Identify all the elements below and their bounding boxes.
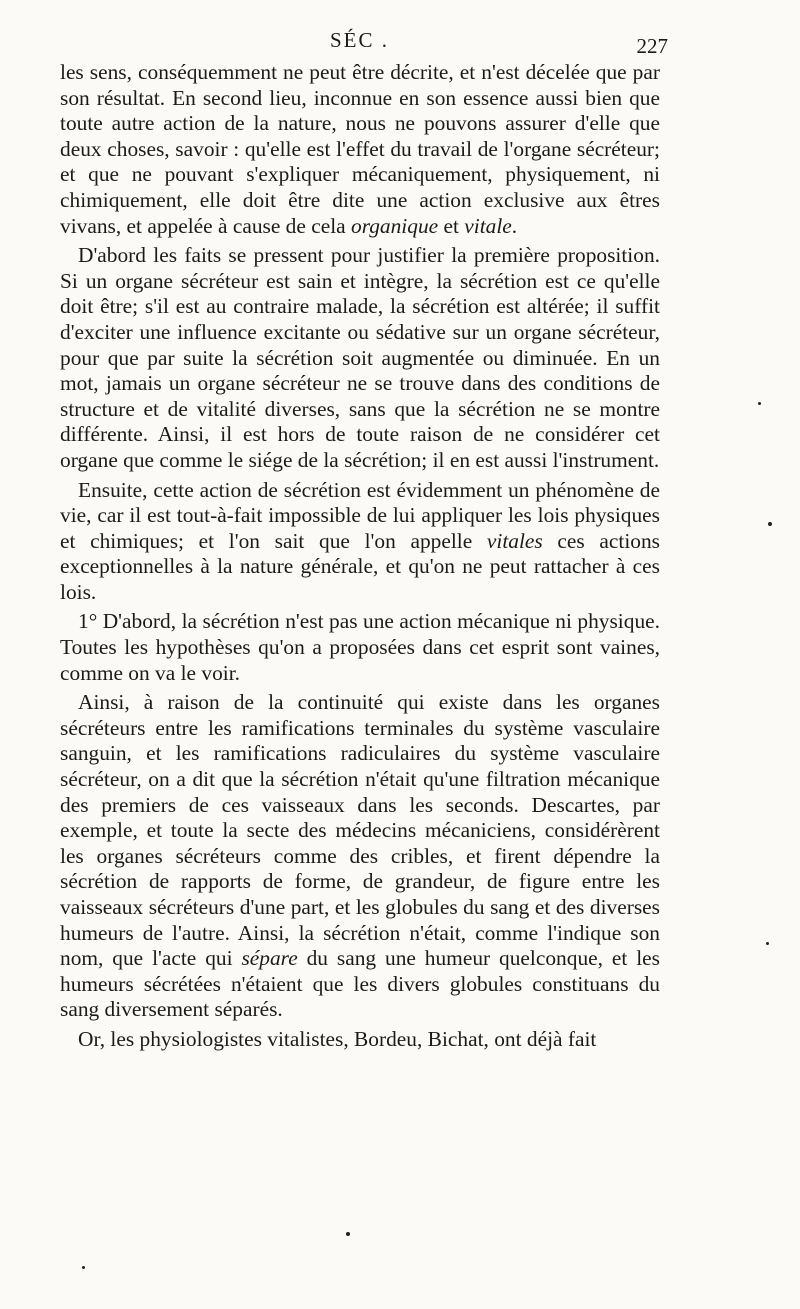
paragraph xyxy=(60,478,660,606)
book-page xyxy=(60,24,668,1053)
text-run: du sang une humeur quelconque, et les humeurs sécrétées n'étaient que les divers globules constituans du sang diversement séparés. xyxy=(60,946,660,1022)
text-run: les sens, conséquemment ne peut être décrite, et n'est décelée que par son résultat. En second lieu, inconnue en son essence aussi bien que toute autre action de la nature, nous ne pouvons assurer d'elle que deux choses, savoir : qu'elle est l'effet du travail de l'organe sécréteur; et que ne pouvant s'expliquer mécaniquement, physiquement, ni chimiquement, elle doit être dite une action exclusive aux êtres vivans, et appelée à cause de cela xyxy=(60,60,660,238)
body-text xyxy=(60,60,660,1053)
paragraph xyxy=(60,243,660,473)
scan-speck xyxy=(82,1266,85,1269)
paragraph xyxy=(60,609,660,686)
text-run: Ensuite, cette action de sécrétion est évidemment un phénomène de vie, car il est tout-à-fait impossible de lui appliquer les lois physiques et chimiques; et l'on sait que l'on appelle xyxy=(60,477,660,553)
italic-text: vitale xyxy=(464,213,512,238)
scan-speck xyxy=(346,1232,350,1236)
text-run: et xyxy=(438,213,465,238)
text-run: D'abord les faits se pressent pour justifier la première proposition. Si un organe sécréteur est sain et intègre, la sécrétion est ce qu'elle doit être; s'il est au contraire malade, la sécrétion est altérée; il suffit d'exciter une influence excitante ou sédative sur un organe sécréteur, pour que par suite la sécrétion soit augmentée ou diminuée. En un mot, jamais un organe sécréteur ne se trouve dans des conditions de structure et de vitalité diverses, sans que la sécrétion ne se montre différente. Ainsi, il est hors de toute raison de ne considérer cet organe que comme le siége de la sécrétion; il en est aussi l'instrument. xyxy=(60,243,660,472)
text-run: ces actions exceptionnelles à la nature générale, et qu'on ne peut rattacher à ces lois. xyxy=(60,528,660,604)
text-run: Or, les physiologistes vitalistes, Bordeu, Bichat, ont déjà fait xyxy=(78,1026,597,1051)
italic-text: sépare xyxy=(241,946,298,971)
italic-text: organique xyxy=(351,213,439,238)
text-run: 1° D'abord, la sécrétion n'est pas une action mécanique ni physique. Toutes les hypothèses qu'on a proposées dans cet esprit sont vaines, comme on va le voir. xyxy=(60,609,660,685)
scan-speck xyxy=(758,402,761,405)
scan-speck xyxy=(768,522,772,526)
italic-text: vitales xyxy=(486,528,543,553)
running-head: SÉC . xyxy=(330,28,390,52)
scan-speck xyxy=(766,942,769,945)
text-run: . xyxy=(511,213,518,238)
page-header xyxy=(60,24,668,60)
paragraph xyxy=(60,690,660,1023)
page-number: 227 xyxy=(636,34,668,58)
paragraph xyxy=(60,1027,660,1053)
text-run: Ainsi, à raison de la continuité qui existe dans les organes sécréteurs entre les ramifications terminales du système vasculaire sanguin, et les ramifications radiculaires du système vasculaire sécréteur, on a dit que la sécrétion n'était qu'une filtration mécanique des premiers de ces vaisseaux dans les seconds. Descartes, par exemple, et toute la secte des médecins mécaniciens, considérèrent les organes sécréteurs comme des cribles, et firent dépendre la sécrétion de rapports de forme, de grandeur, de figure entre les vaisseaux sécréteurs d'une part, et les globules du sang et des diverses humeurs de l'autre. Ainsi, la sécrétion n'était, comme l'indique son nom, que l'acte qui xyxy=(60,690,660,971)
paragraph xyxy=(60,60,660,239)
